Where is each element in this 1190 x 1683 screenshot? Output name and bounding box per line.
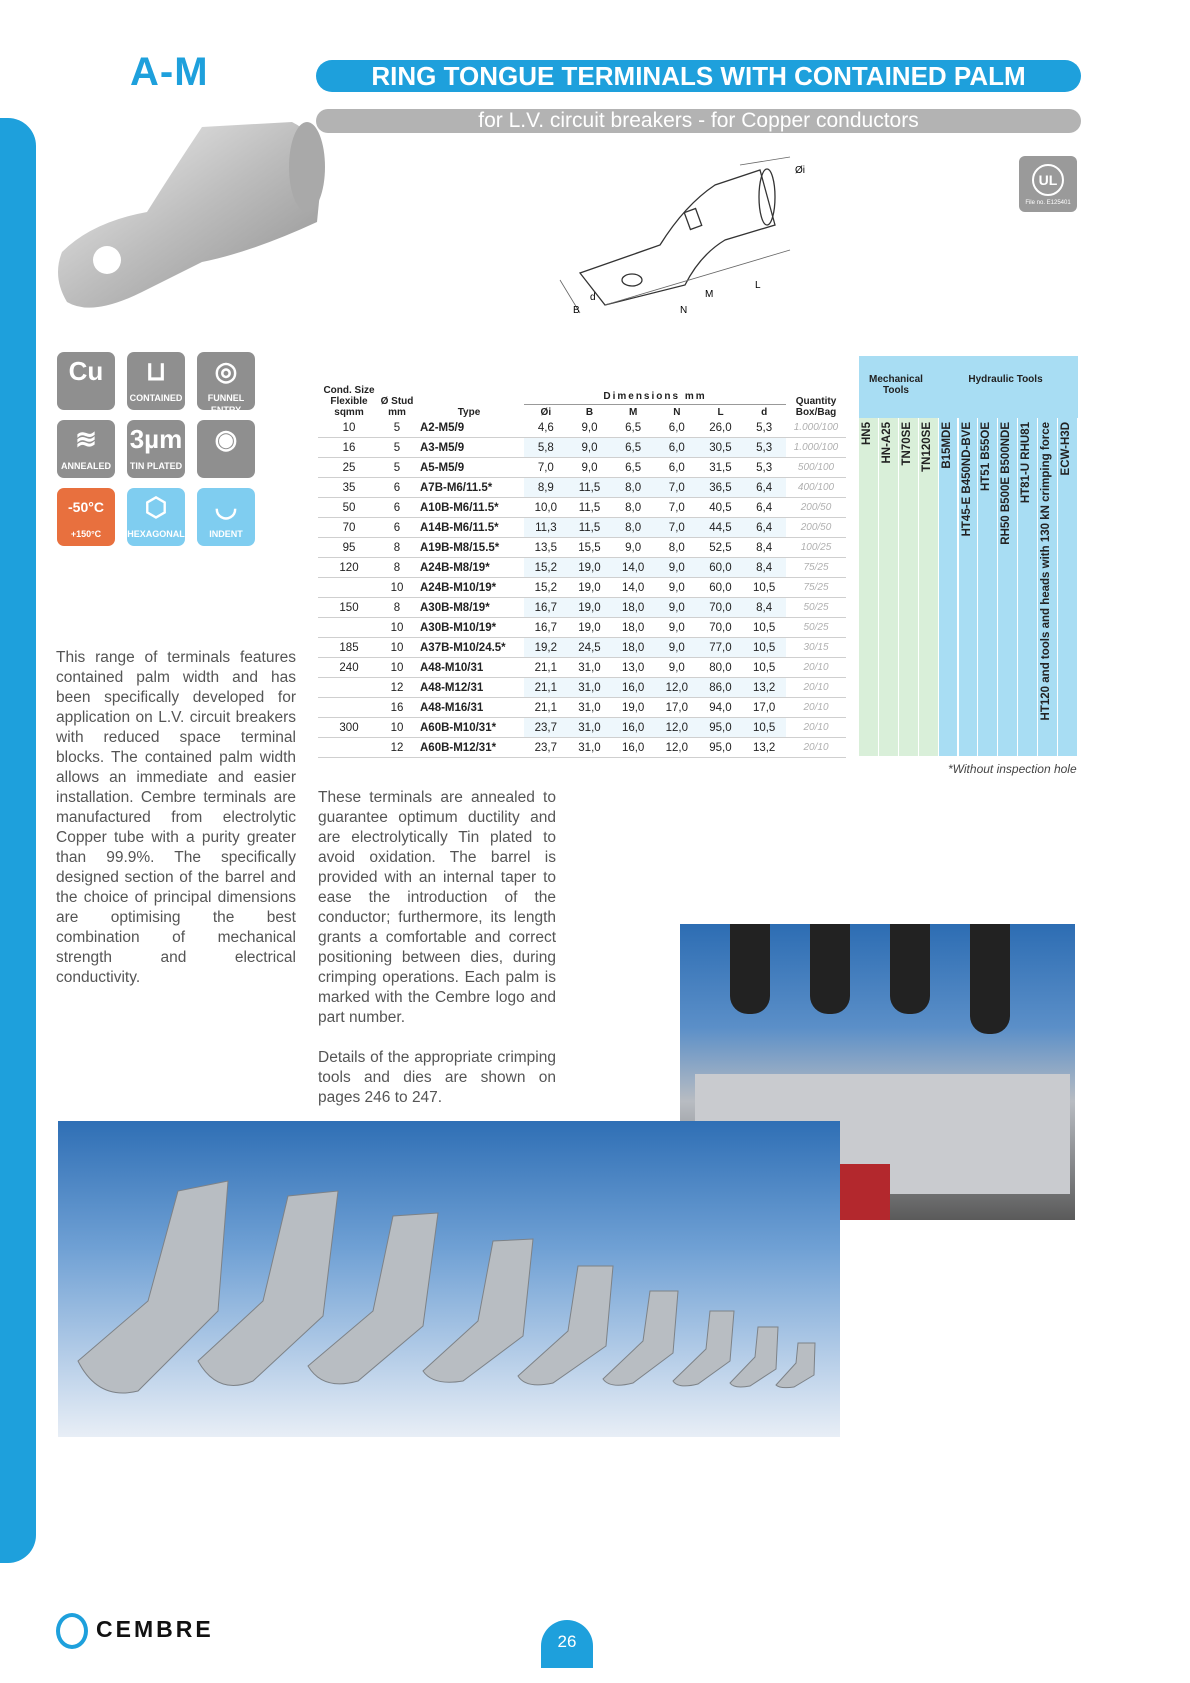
cell-size: 95 (318, 538, 380, 558)
contained-icon-glyph: ⊔ (145, 356, 167, 386)
table-row (318, 518, 846, 538)
cell-m: 13,0 (611, 658, 655, 678)
cell-di: 8,9 (524, 478, 568, 498)
cell-b: 19,0 (568, 598, 612, 618)
cell-m: 8,0 (611, 498, 655, 518)
cell-n: 9,0 (655, 638, 699, 658)
table-row (318, 678, 846, 698)
annealed-icon-glyph: ≋ (75, 424, 97, 454)
ul-file-number: File no. E125401 (1025, 200, 1071, 206)
cell-size: 300 (318, 718, 380, 738)
cell-stud: 6 (380, 518, 414, 538)
cell-size: 240 (318, 658, 380, 678)
cell-size: 50 (318, 498, 380, 518)
tool-column (1018, 418, 1038, 756)
cell-l: 95,0 (699, 718, 743, 738)
cell-n: 8,0 (655, 538, 699, 558)
dim-col-label: B (585, 407, 594, 418)
cell-stud: 6 (380, 478, 414, 498)
cell-stud: 16 (380, 698, 414, 718)
tool-label: HT120 and tools and heads with 130 kN crimping force (1040, 422, 1053, 721)
tool-label: HT51 B55OE (980, 422, 993, 492)
cell-m: 6,5 (611, 458, 655, 478)
inspection-icon-glyph: ◉ (214, 424, 238, 454)
cell-l: 60,0 (699, 558, 743, 578)
cell-di: 23,7 (524, 718, 568, 738)
cell-m: 9,0 (611, 538, 655, 558)
cell-n: 6,0 (655, 438, 699, 458)
hydraulic-tools-header: Hydraulic Tools (968, 374, 1043, 385)
cell-b: 19,0 (568, 558, 612, 578)
description-paragraph-2: These terminals are annealed to guarantee optimum ductility and are electrolytically Tin plated to avoid oxidation. The barrel is provided with an internal taper to ease the introduction of the conductor; furthermore, its length grants a comfortable and correct positioning between dies, during crimping operations. Each palm is marked with the Cembre logo and part number. (318, 789, 556, 1026)
hexagonal-icon-glyph: ⬡ (144, 492, 168, 522)
cell-size (318, 618, 380, 638)
cell-b: 31,0 (568, 738, 612, 758)
dim-l-label: L (755, 280, 761, 291)
indent-icon-label: INDENT (209, 529, 243, 539)
cell-b: 9,0 (568, 418, 612, 438)
annealed-icon (57, 420, 115, 478)
cell-b: 31,0 (568, 698, 612, 718)
cell-type: A30B-M10/19* (414, 618, 524, 638)
tool-compatibility-columns (859, 418, 1078, 756)
temperature-icon (57, 488, 115, 546)
cell-type: A60B-M10/31* (414, 718, 524, 738)
tool-column (859, 418, 879, 756)
dim-col-label: L (717, 407, 724, 418)
cell-l: 36,5 (699, 478, 743, 498)
cell-m: 18,0 (611, 638, 655, 658)
cell-type: A7B-M6/11.5* (414, 478, 524, 498)
cell-b: 19,0 (568, 618, 612, 638)
cembre-logo-icon (56, 1613, 88, 1649)
cell-d: 8,4 (742, 598, 786, 618)
cell-m: 6,5 (611, 418, 655, 438)
cell-qty: 200/50 (786, 518, 846, 538)
cell-l: 31,5 (699, 458, 743, 478)
cell-di: 13,5 (524, 538, 568, 558)
cell-d: 6,4 (742, 518, 786, 538)
cell-size (318, 678, 380, 698)
cell-n: 12,0 (655, 738, 699, 758)
tool-column (978, 418, 998, 756)
technical-drawing (550, 155, 830, 325)
cell-di: 15,2 (524, 578, 568, 598)
contained-icon (127, 352, 185, 410)
cell-b: 31,0 (568, 718, 612, 738)
description-paragraph-1: This range of terminals features contained palm width and has been specifically developed for application on L.V. circuit breakers with reduced space terminal blocks. The contained palm width allows an immediate and easier installation. Cembre terminals are manufactured from electrolytic Copper tube with a purity greater than 99.9%. The specifically designed section of the barrel and the choice of principal dimensions are optimising the best combination of mechanical strength and electrical conductivity. (56, 649, 296, 986)
cell-size: 120 (318, 558, 380, 578)
left-accent-band (0, 118, 36, 1563)
cell-n: 17,0 (655, 698, 699, 718)
cell-b: 31,0 (568, 678, 612, 698)
col-quantity: Quantity Box/Bag (795, 396, 837, 418)
cell-size: 35 (318, 478, 380, 498)
cell-qty: 200/50 (786, 498, 846, 518)
cell-di: 19,2 (524, 638, 568, 658)
cell-n: 7,0 (655, 518, 699, 538)
cell-d: 10,5 (742, 618, 786, 638)
table-row (318, 478, 846, 498)
description-paragraph-3: Details of the appropriate crimping tools and dies are shown on pages 246 to 247. (318, 1049, 556, 1106)
ul-certification-badge (1019, 156, 1077, 212)
cell-d: 17,0 (742, 698, 786, 718)
cell-n: 9,0 (655, 658, 699, 678)
indent-icon-glyph: ◡ (214, 492, 238, 522)
cell-type: A10B-M6/11.5* (414, 498, 524, 518)
cell-b: 9,0 (568, 458, 612, 478)
tool-label: HT45-E B450ND-BVE (960, 422, 973, 537)
temperature-icon-label: +150°C (70, 529, 102, 539)
cell-type: A14B-M6/11.5* (414, 518, 524, 538)
col-cond-size: Cond. Size Flexible sqmm (323, 385, 375, 418)
cell-b: 11,5 (568, 478, 612, 498)
cell-n: 12,0 (655, 718, 699, 738)
tool-label: TN120SE (920, 422, 933, 472)
cell-stud: 10 (380, 718, 414, 738)
dim-col-label: M (629, 407, 638, 418)
cell-stud: 5 (380, 458, 414, 478)
cu-icon (57, 352, 115, 410)
cell-d: 5,3 (742, 458, 786, 478)
cell-m: 16,0 (611, 718, 655, 738)
dim-m-label: M (705, 289, 714, 300)
cell-qty: 500/100 (786, 458, 846, 478)
cell-l: 30,5 (699, 438, 743, 458)
cell-l: 40,5 (699, 498, 743, 518)
cell-d: 6,4 (742, 478, 786, 498)
table-row (318, 658, 846, 678)
contained-icon-label: CONTAINED (129, 393, 183, 403)
cell-di: 11,3 (524, 518, 568, 538)
cell-qty: 50/25 (786, 618, 846, 638)
cell-stud: 8 (380, 598, 414, 618)
cell-n: 9,0 (655, 598, 699, 618)
page-title: RING TONGUE TERMINALS WITH CONTAINED PALM (316, 60, 1081, 92)
table-row (318, 638, 846, 658)
cell-type: A2-M5/9 (414, 418, 524, 438)
indent-icon (197, 488, 255, 546)
cell-d: 10,5 (742, 578, 786, 598)
cell-m: 16,0 (611, 738, 655, 758)
tool-column (998, 418, 1018, 756)
cell-n: 12,0 (655, 678, 699, 698)
cell-di: 10,0 (524, 498, 568, 518)
cell-l: 86,0 (699, 678, 743, 698)
cell-b: 24,5 (568, 638, 612, 658)
cell-type: A24B-M8/19* (414, 558, 524, 578)
cell-type: A60B-M12/31* (414, 738, 524, 758)
cell-qty: 30/15 (786, 638, 846, 658)
tool-label: B15MDE (940, 422, 953, 469)
cell-n: 9,0 (655, 618, 699, 638)
cell-di: 16,7 (524, 598, 568, 618)
cu-icon-glyph: Cu (68, 356, 104, 386)
cell-qty: 20/10 (786, 658, 846, 678)
cell-d: 5,3 (742, 418, 786, 438)
table-row (318, 618, 846, 638)
cell-qty: 75/25 (786, 558, 846, 578)
cell-di: 7,0 (524, 458, 568, 478)
cell-type: A37B-M10/24.5* (414, 638, 524, 658)
cell-l: 70,0 (699, 618, 743, 638)
cell-l: 26,0 (699, 418, 743, 438)
cell-di: 15,2 (524, 558, 568, 578)
cell-qty: 75/25 (786, 578, 846, 598)
cell-stud: 8 (380, 538, 414, 558)
table-row (318, 738, 846, 758)
cell-l: 60,0 (699, 578, 743, 598)
cell-di: 21,1 (524, 678, 568, 698)
cell-type: A48-M16/31 (414, 698, 524, 718)
cell-l: 77,0 (699, 638, 743, 658)
cell-n: 7,0 (655, 478, 699, 498)
cell-b: 11,5 (568, 518, 612, 538)
mechanical-tools-header: Mechanical Tools (869, 374, 923, 396)
cell-type: A3-M5/9 (414, 438, 524, 458)
dim-n-label: N (680, 305, 688, 316)
cell-d: 8,4 (742, 538, 786, 558)
tin-plated-icon-glyph: 3µm (129, 424, 183, 454)
tool-column (959, 418, 979, 756)
cell-d: 10,5 (742, 638, 786, 658)
inspection-icon (197, 420, 255, 478)
product-code: A-M (130, 50, 209, 94)
cell-n: 9,0 (655, 578, 699, 598)
tool-label: HN5 (861, 422, 873, 446)
tool-column (1038, 418, 1058, 756)
cell-di: 21,1 (524, 658, 568, 678)
cell-d: 8,4 (742, 558, 786, 578)
dim-col-label: Øi (540, 407, 552, 418)
cell-m: 19,0 (611, 698, 655, 718)
cell-d: 5,3 (742, 438, 786, 458)
cell-qty: 50/25 (786, 598, 846, 618)
table-row (318, 438, 846, 458)
cell-d: 10,5 (742, 718, 786, 738)
ul-logo-icon: UL (1032, 164, 1064, 196)
cell-stud: 10 (380, 618, 414, 638)
brand-name: CEMBRE (96, 1616, 214, 1643)
cell-stud: 10 (380, 638, 414, 658)
dim-d-label: d (590, 292, 596, 303)
cell-l: 95,0 (699, 738, 743, 758)
cell-stud: 6 (380, 498, 414, 518)
cell-stud: 10 (380, 658, 414, 678)
cell-type: A48-M12/31 (414, 678, 524, 698)
tool-label: HT81-U RHU81 (1020, 422, 1033, 504)
cell-qty: 400/100 (786, 478, 846, 498)
cell-m: 14,0 (611, 578, 655, 598)
cell-m: 18,0 (611, 618, 655, 638)
dim-di-label: Øi (795, 165, 805, 176)
cell-m: 14,0 (611, 558, 655, 578)
table-row (318, 598, 846, 618)
cell-size: 16 (318, 438, 380, 458)
dim-col-label: d (761, 407, 768, 418)
table-row (318, 538, 846, 558)
cell-b: 19,0 (568, 578, 612, 598)
cell-l: 80,0 (699, 658, 743, 678)
cell-type: A5-M5/9 (414, 458, 524, 478)
cell-type: A19B-M8/15.5* (414, 538, 524, 558)
cell-size: 25 (318, 458, 380, 478)
terminal-photo (52, 112, 332, 327)
cell-size (318, 738, 380, 758)
cell-d: 6,4 (742, 498, 786, 518)
dim-b-label: B (573, 305, 580, 316)
cell-l: 94,0 (699, 698, 743, 718)
funnel-entry-icon-label: FUNNEL ENTRY (207, 393, 245, 415)
tool-column (1058, 418, 1078, 756)
cell-l: 44,5 (699, 518, 743, 538)
dim-col-label: N (673, 407, 681, 418)
dimensions-header: Dimensions mm (524, 391, 786, 405)
cell-l: 52,5 (699, 538, 743, 558)
page-subtitle: for L.V. circuit breakers - for Copper conductors (316, 109, 1081, 133)
annealed-icon-label: ANNEALED (60, 461, 111, 471)
cell-qty: 20/10 (786, 698, 846, 718)
temperature-icon-glyph: -50°C (68, 499, 104, 515)
cell-n: 9,0 (655, 558, 699, 578)
cell-size: 185 (318, 638, 380, 658)
cell-stud: 12 (380, 678, 414, 698)
cell-stud: 10 (380, 578, 414, 598)
cell-stud: 8 (380, 558, 414, 578)
cell-size: 10 (318, 418, 380, 438)
funnel-entry-icon (197, 352, 255, 415)
dimensions-table (318, 356, 846, 758)
table-row (318, 558, 846, 578)
tool-column (899, 418, 919, 756)
table-row (318, 498, 846, 518)
cell-di: 4,6 (524, 418, 568, 438)
tool-label: TN70SE (900, 422, 913, 466)
cell-b: 11,5 (568, 498, 612, 518)
table-row (318, 458, 846, 478)
cell-b: 15,5 (568, 538, 612, 558)
cell-type: A24B-M10/19* (414, 578, 524, 598)
cell-n: 7,0 (655, 498, 699, 518)
tool-column (919, 418, 939, 756)
page-number: 26 (541, 1620, 593, 1668)
cell-l: 70,0 (699, 598, 743, 618)
tool-column (939, 418, 959, 756)
cell-di: 21,1 (524, 698, 568, 718)
tool-column (879, 418, 899, 756)
cell-stud: 5 (380, 438, 414, 458)
funnel-entry-icon-glyph: ◎ (214, 356, 238, 386)
table-row (318, 718, 846, 738)
cell-di: 16,7 (524, 618, 568, 638)
cell-qty: 100/25 (786, 538, 846, 558)
terminal-range-photo (58, 1121, 840, 1437)
hexagonal-icon-label: HEXAGONAL (127, 529, 185, 539)
cell-m: 16,0 (611, 678, 655, 698)
tin-plated-icon (127, 420, 185, 478)
cell-n: 6,0 (655, 458, 699, 478)
cell-qty: 20/10 (786, 678, 846, 698)
hexagonal-icon (127, 488, 185, 546)
table-row (318, 578, 846, 598)
cell-qty: 20/10 (786, 738, 846, 758)
cell-stud: 12 (380, 738, 414, 758)
cell-d: 13,2 (742, 678, 786, 698)
cell-qty: 1.000/100 (786, 438, 846, 458)
cell-di: 5,8 (524, 438, 568, 458)
cell-size: 70 (318, 518, 380, 538)
cell-size: 150 (318, 598, 380, 618)
cell-qty: 20/10 (786, 718, 846, 738)
tin-plated-icon-label: TIN PLATED (129, 461, 183, 471)
col-stud: Ø Stud mm (380, 396, 414, 418)
cell-size (318, 698, 380, 718)
cell-m: 8,0 (611, 478, 655, 498)
table-row (318, 418, 846, 438)
col-type: Type (457, 407, 481, 418)
footnote: *Without inspection hole (948, 762, 1077, 776)
cell-m: 6,5 (611, 438, 655, 458)
cell-d: 13,2 (742, 738, 786, 758)
cell-di: 23,7 (524, 738, 568, 758)
cell-b: 31,0 (568, 658, 612, 678)
table-row (318, 698, 846, 718)
cell-size (318, 578, 380, 598)
tool-label: ECW-H3D (1060, 422, 1072, 476)
dimension-column-labels (524, 407, 786, 418)
cell-type: A48-M10/31 (414, 658, 524, 678)
tool-label: HN-A25 (880, 422, 893, 464)
cell-m: 8,0 (611, 518, 655, 538)
tool-label: RH50 B500E B500NDE (1000, 422, 1013, 545)
cell-b: 9,0 (568, 438, 612, 458)
cell-qty: 1.000/100 (786, 418, 846, 438)
cell-m: 18,0 (611, 598, 655, 618)
cell-stud: 5 (380, 418, 414, 438)
cell-type: A30B-M8/19* (414, 598, 524, 618)
cell-n: 6,0 (655, 418, 699, 438)
cell-d: 10,5 (742, 658, 786, 678)
